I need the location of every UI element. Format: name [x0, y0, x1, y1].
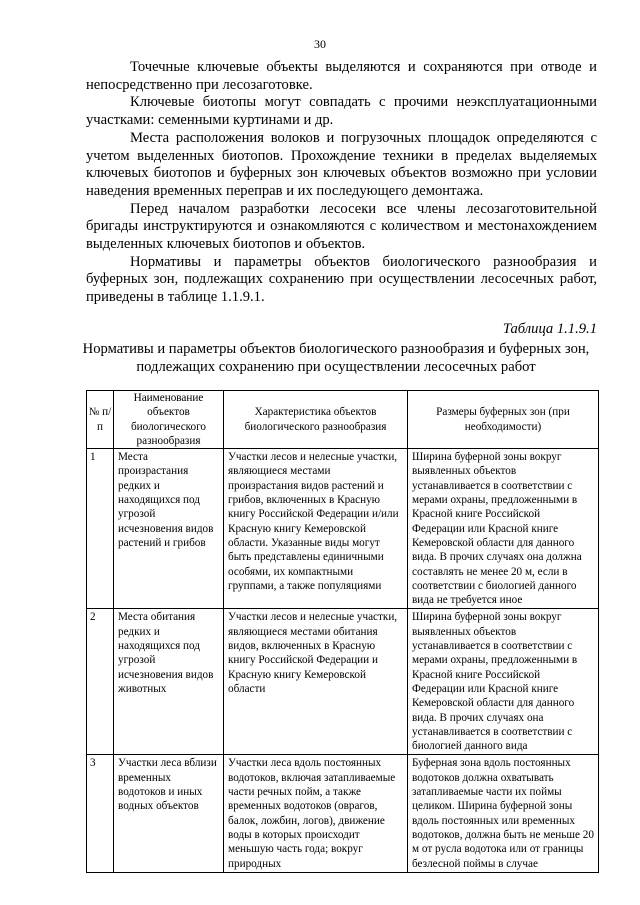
table-title: Нормативы и параметры объектов биологического разнообразия и буферных зон, подлежащих сохранению при осуществлении лесосечных работ	[82, 341, 590, 375]
row-name: Места обитания редких и находящихся под угрозой исчезновения видов животных	[114, 609, 224, 755]
page-number: 30	[314, 37, 326, 51]
row-buffer: Буферная зона вдоль постоянных водотоков должна охватывать затапливаемые части их поймы целиком. Ширина буферной зоны вдоль постоянных или временных водотоков, должна быть не меньше 20 м от русла водотока или от границы безлесной поймы в случае	[408, 755, 599, 872]
row-buffer: Ширина буферной зоны вокруг выявленных объектов устанавливается в соответствии с мерами охраны, предложенными в Красной книге Российской Федерации или Красной книге Кемеровской области для данного вида. В прочих случаях она устанавливается в соответствии с биологией данного вида	[408, 609, 599, 755]
header-name: Наименование объектов биологического разнообразия	[114, 391, 224, 449]
row-number: 3	[87, 755, 114, 872]
paragraph: Нормативы и параметры объектов биологического разнообразия и буферных зон, подлежащих сохранению при осуществлении лесосечных работ, приведены в таблице 1.1.9.1.	[86, 253, 597, 306]
paragraph: Ключевые биотопы могут совпадать с прочими неэксплуатационными участками: семенными куртинами и др.	[86, 94, 597, 129]
table-label: Таблица 1.1.9.1	[502, 321, 597, 337]
row-characteristic: Участки леса вдоль постоянных водотоков, включая затапливаемые части речных пойм, а также временных водотоков (оврагов, балок, ложбин, логов), движение воды в которых происходит меньшую часть года; вокруг природных	[224, 755, 408, 872]
norms-table	[86, 390, 599, 873]
row-name: Участки леса вблизи временных водотоков и иных водных объектов	[114, 755, 224, 872]
row-number: 2	[87, 609, 114, 755]
row-name: Места произрастания редких и находящихся под угрозой исчезновения видов растений и грибов	[114, 449, 224, 609]
row-buffer: Ширина буферной зоны вокруг выявленных объектов устанавливается в соответствии с мерами охраны, предложенными в Красной книге Российской Федерации или Красной книге Кемеровской области для данного вида. В прочих случаях она должна составлять не менее 20 м, если в соответствии с биологией данного вида не требуется иное	[408, 449, 599, 609]
table-header-row	[87, 391, 599, 449]
row-characteristic: Участки лесов и нелесные участки, являющиеся местами произрастания видов растений и грибов, включенных в Красную книгу Российской Федерации и/или Красную книгу Кемеровской области. Указанные виды могут быть представлены единичными особями, их компактными группами, а также популяциями	[224, 449, 408, 609]
paragraph: Перед началом разработки лесосеки все члены лесозаготовительной бригады инструктируются и ознакомляются с количеством и местонахождением выделенных ключевых биотопов и объектов.	[86, 200, 597, 253]
paragraph: Места расположения волоков и погрузочных площадок определяются с учетом выделенных биотопов. Прохождение техники в пределах выделяемых ключевых биотопов и буферных зон ключевых объектов возможно при условии наведения временных переправ и их последующего демонтажа.	[86, 129, 597, 199]
table-row	[87, 755, 599, 872]
header-characteristic: Характеристика объектов биологического разнообразия	[224, 391, 408, 449]
paragraph: Точечные ключевые объекты выделяются и сохраняются при отводе и непосредственно при лесозаготовке.	[86, 59, 597, 93]
row-characteristic: Участки лесов и нелесные участки, являющиеся местами обитания видов, включенных в Красную книгу Российской Федерации и Красную книгу Кемеровской области	[224, 609, 408, 755]
body-text	[86, 59, 597, 307]
row-number: 1	[87, 449, 114, 609]
header-buffer: Размеры буферных зон (при необходимости)	[408, 391, 599, 449]
table-row	[87, 609, 599, 755]
header-number: № п/п	[87, 391, 114, 449]
table-row	[87, 449, 599, 609]
